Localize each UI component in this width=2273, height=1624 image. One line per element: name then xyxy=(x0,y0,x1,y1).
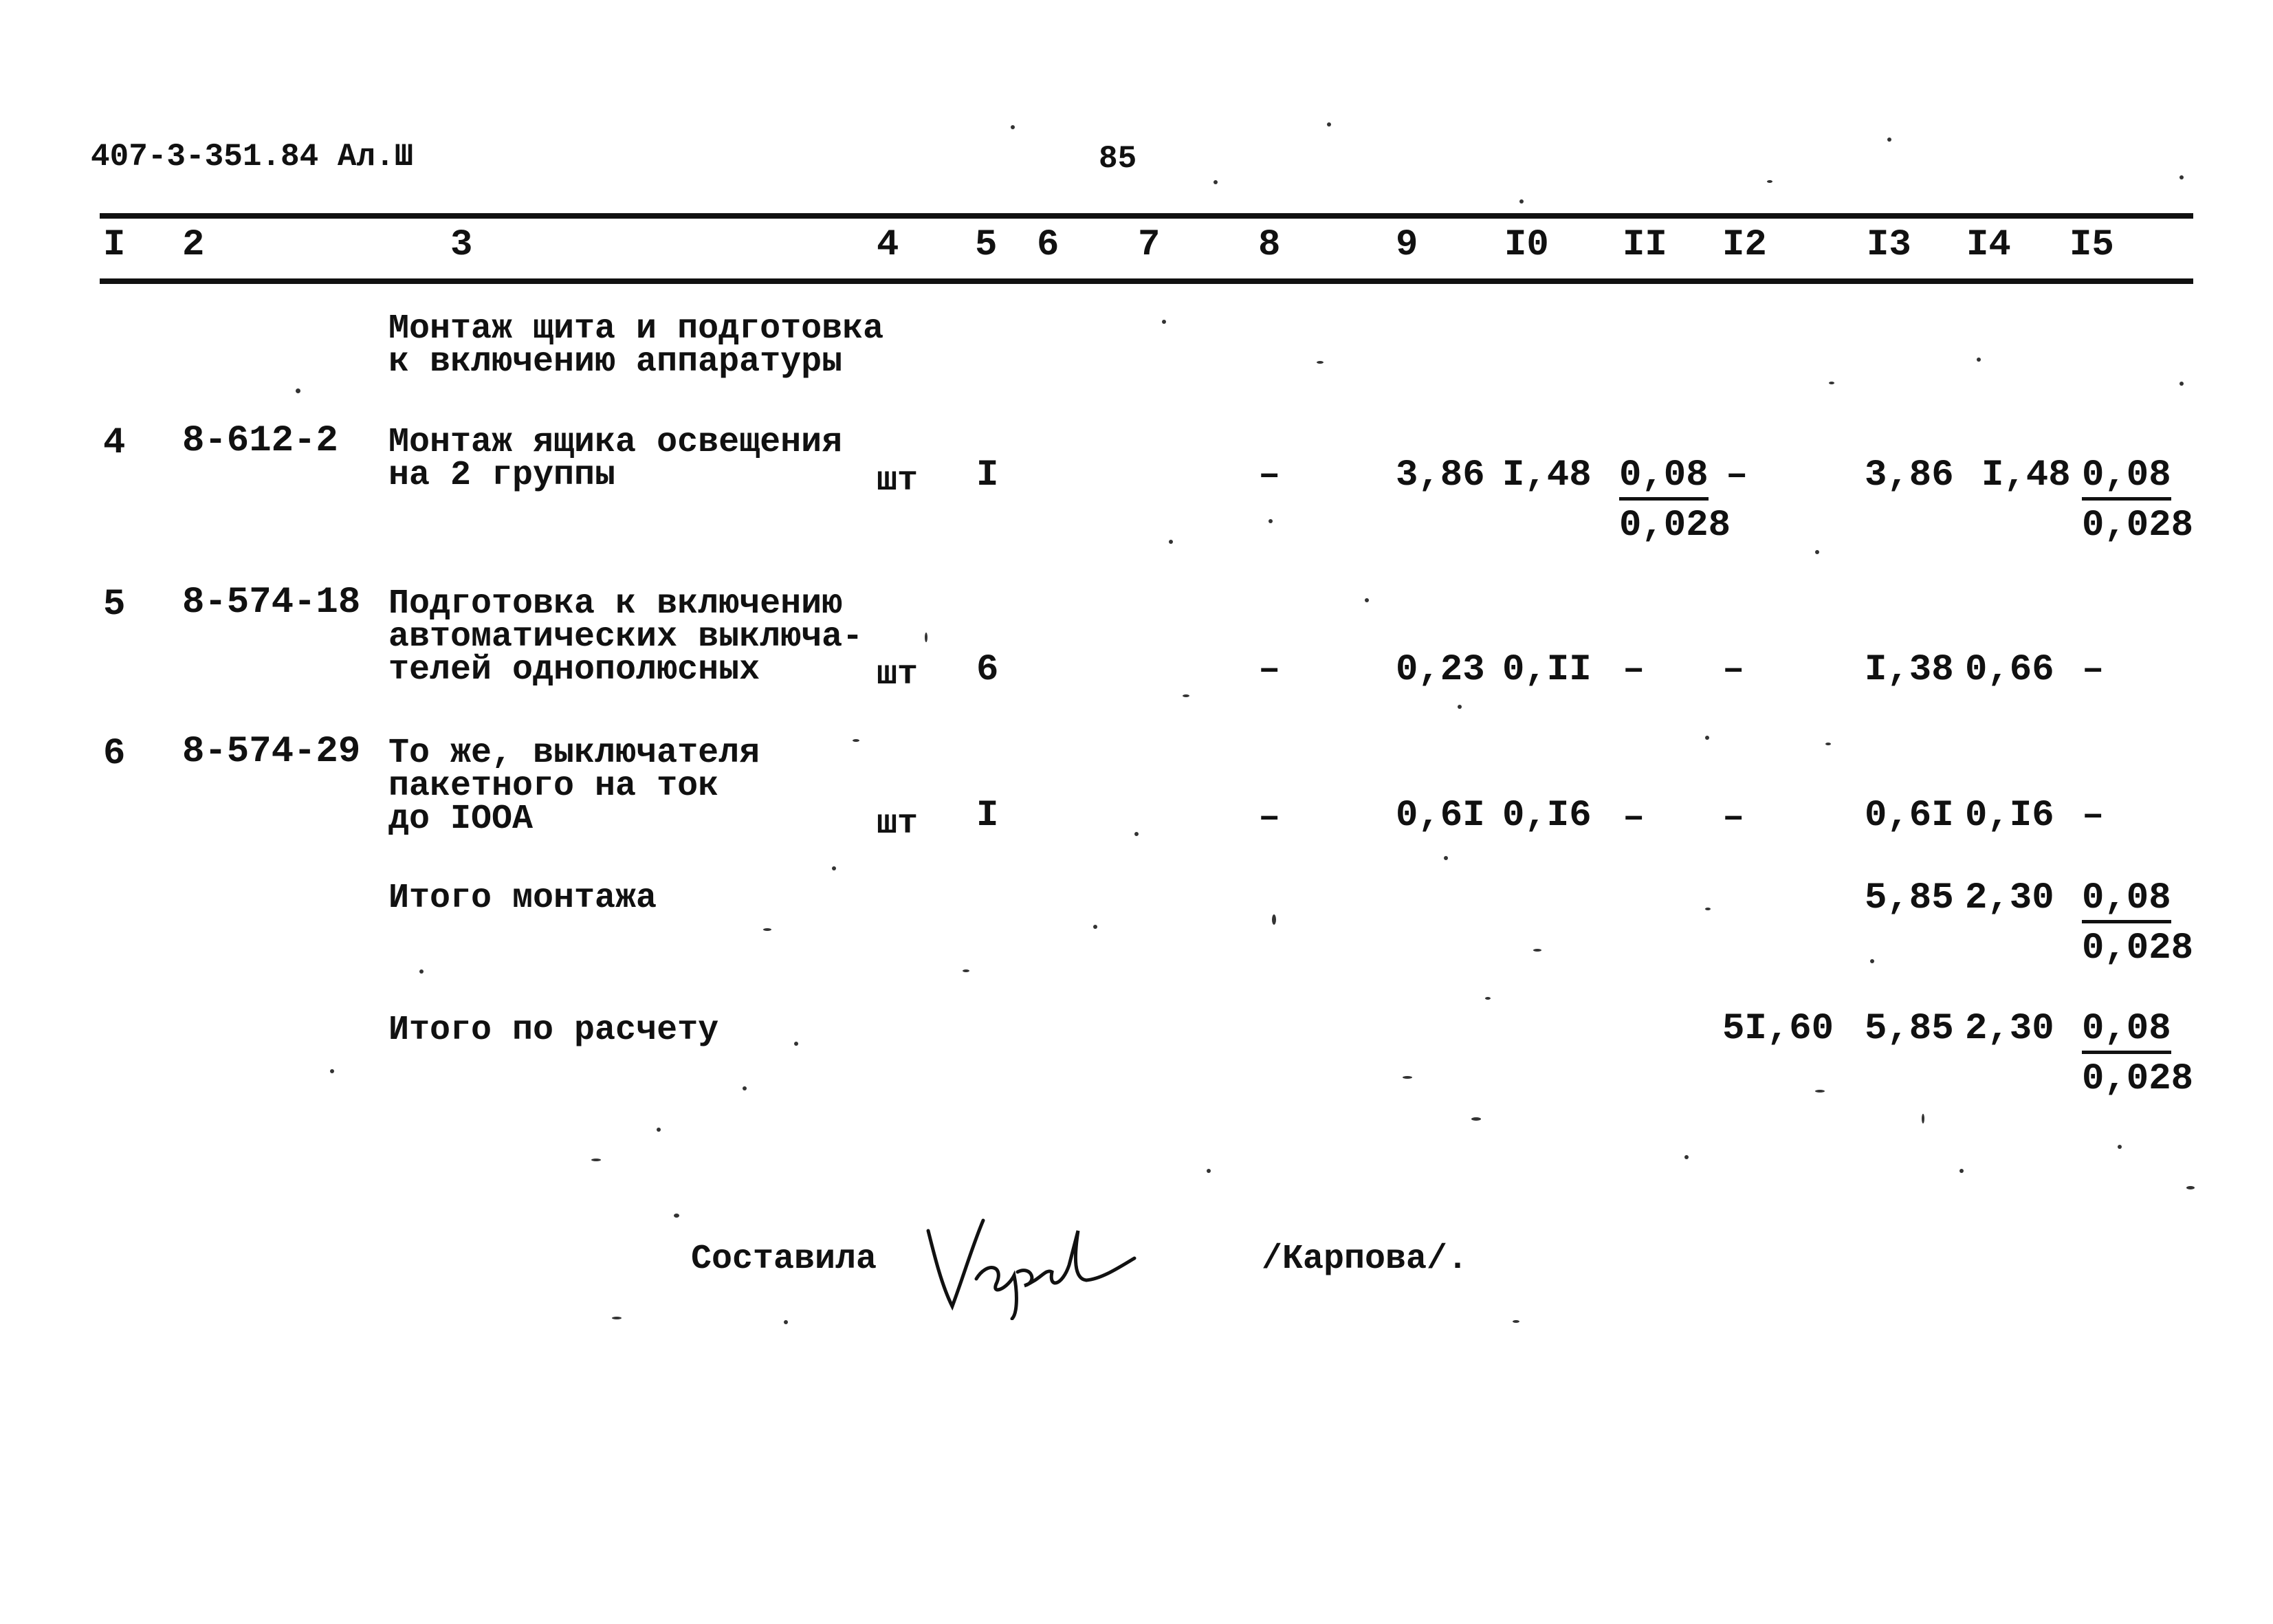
col-9-value: 3,86 xyxy=(1396,454,1485,496)
header-bottom-rule xyxy=(100,278,2193,284)
item-code: 8-574-29 xyxy=(182,731,361,773)
item-name-line-2: пакетного на ток xyxy=(388,767,719,806)
item-name-line-1: То же, выключателя xyxy=(388,734,760,773)
col-12-value: – xyxy=(1726,454,1748,496)
col-13-value: 5,85 xyxy=(1865,877,1954,919)
item-code: 8-612-2 xyxy=(182,420,338,462)
col-11-value: – xyxy=(1623,797,1645,839)
col-14-value: 2,30 xyxy=(1965,877,2054,919)
col-11-value: – xyxy=(1623,649,1645,691)
col-header-3: 3 xyxy=(450,224,473,266)
col-header-7: 7 xyxy=(1138,224,1161,266)
col-header-1: I xyxy=(103,224,126,266)
unit: шт xyxy=(877,461,919,501)
col-13-value: 0,6I xyxy=(1865,795,1954,837)
fraction-denominator: 0,028 xyxy=(2082,1058,2194,1100)
header-top-rule xyxy=(100,213,2193,219)
col-9-value: 0,6I xyxy=(1396,795,1485,837)
section-title-line-2: к включению аппаратуры xyxy=(388,342,843,382)
col-header-6: 6 xyxy=(1037,224,1059,266)
col-header-14: I4 xyxy=(1966,224,2011,266)
col-12-value: – xyxy=(1722,649,1745,691)
col-15-fraction xyxy=(2082,877,2194,969)
item-name-line-2: автоматических выключа- xyxy=(388,617,864,657)
col-header-10: I0 xyxy=(1504,224,1549,266)
col-14-value: 0,66 xyxy=(1965,649,2054,691)
row-number: 5 xyxy=(103,584,126,626)
col-15-fraction xyxy=(2082,454,2194,547)
compiler-name: /Карпова/. xyxy=(1262,1240,1469,1279)
col-15-fraction xyxy=(2082,1008,2194,1100)
col-header-2: 2 xyxy=(182,224,205,266)
col-header-15: I5 xyxy=(2069,224,2114,266)
col-15-value: – xyxy=(2082,649,2105,691)
col-9-value: 0,23 xyxy=(1396,649,1485,691)
col-header-5: 5 xyxy=(975,224,998,266)
col-13-value: 3,86 xyxy=(1865,454,1954,496)
col-14-value: 0,I6 xyxy=(1965,795,2054,837)
col-header-8: 8 xyxy=(1258,224,1281,266)
item-name-line-2: на 2 группы xyxy=(388,456,616,495)
subtotal-label: Итого монтажа xyxy=(388,879,657,918)
unit: шт xyxy=(877,655,919,694)
quantity: I xyxy=(976,795,999,837)
col-14-value: I,48 xyxy=(1981,454,2071,496)
item-name-line-3: до IOOA xyxy=(388,800,534,839)
fraction-numerator: 0,08 xyxy=(2082,1011,2171,1054)
compiled-by-label: Составила xyxy=(691,1240,877,1279)
item-name-line-1: Подготовка к включению xyxy=(388,584,843,624)
quantity: 6 xyxy=(976,649,999,691)
page-number: 85 xyxy=(1099,141,1137,177)
section-title-line-1: Монтаж щита и подготовка xyxy=(388,309,884,349)
col-10-value: 0,I6 xyxy=(1502,795,1592,837)
col-14-value: 2,30 xyxy=(1965,1008,2054,1050)
handwritten-signature xyxy=(921,1203,1141,1320)
col-header-11: II xyxy=(1623,224,1667,266)
item-name-line-3: телей однополюсных xyxy=(388,650,760,690)
item-name-line-1: Монтаж ящика освещения xyxy=(388,423,843,462)
col-12-value: – xyxy=(1722,797,1745,839)
col-11-fraction xyxy=(1619,454,1731,547)
col-10-value: I,48 xyxy=(1502,454,1592,496)
fraction-numerator: 0,08 xyxy=(2082,457,2171,501)
total-label: Итого по расчету xyxy=(388,1011,719,1050)
col-8-value: – xyxy=(1258,649,1281,691)
col-15-value: – xyxy=(2082,795,2105,837)
col-header-9: 9 xyxy=(1396,224,1418,266)
fraction-denominator: 0,028 xyxy=(1619,505,1731,547)
col-8-value: – xyxy=(1258,797,1281,839)
fraction-numerator: 0,08 xyxy=(2082,880,2171,923)
col-12-value: 5I,60 xyxy=(1722,1008,1834,1050)
fraction-numerator: 0,08 xyxy=(1619,457,1709,501)
fraction-denominator: 0,028 xyxy=(2082,928,2194,969)
row-number: 4 xyxy=(103,422,126,464)
quantity: I xyxy=(976,454,999,496)
fraction-denominator: 0,028 xyxy=(2082,505,2194,547)
col-8-value: – xyxy=(1258,454,1281,496)
col-13-value: I,38 xyxy=(1865,649,1954,691)
col-header-4: 4 xyxy=(877,224,899,266)
col-10-value: 0,II xyxy=(1502,649,1592,691)
col-13-value: 5,85 xyxy=(1865,1008,1954,1050)
col-header-13: I3 xyxy=(1867,224,1911,266)
col-header-12: I2 xyxy=(1722,224,1767,266)
unit: шт xyxy=(877,804,919,844)
item-code: 8-574-18 xyxy=(182,582,361,624)
row-number: 6 xyxy=(103,733,126,775)
document-code: 407-3-351.84 Ал.Ш xyxy=(91,139,414,175)
